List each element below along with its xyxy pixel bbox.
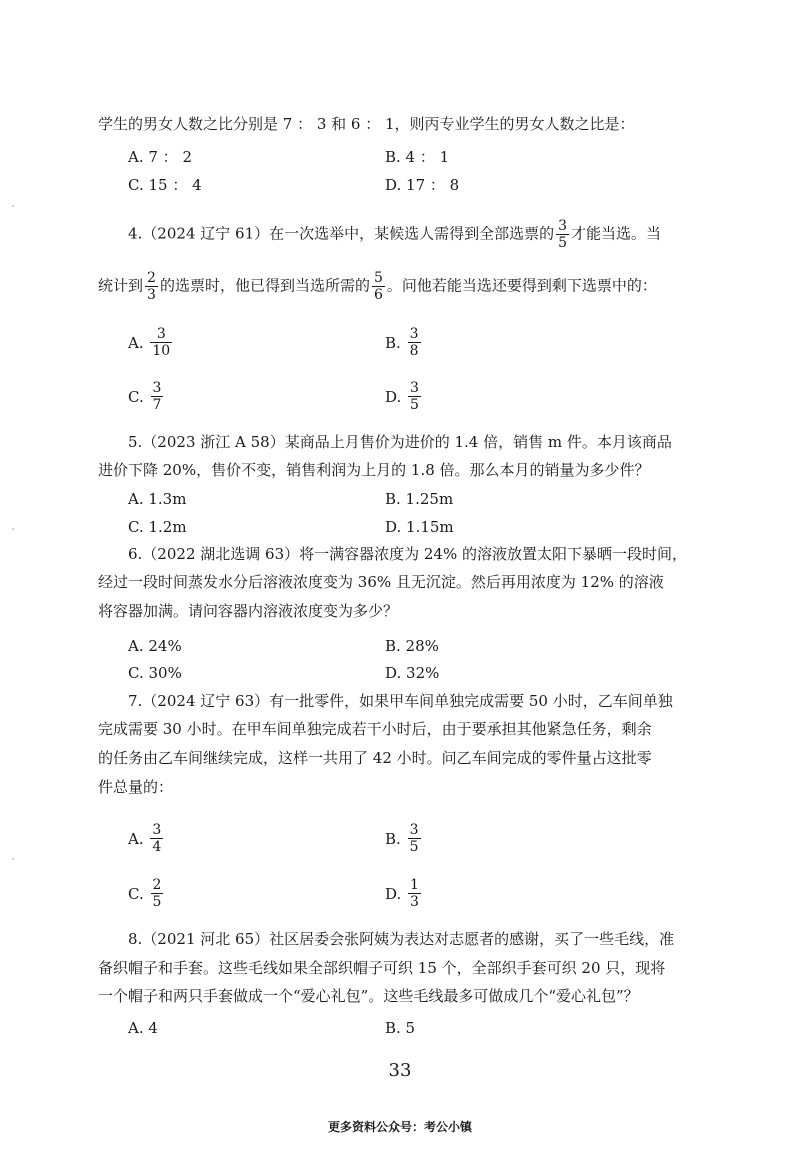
scan-speck <box>12 205 14 207</box>
q8-stem-line-1: 8.（2021 河北 65）社区居委会张阿姨为表达对志愿者的感谢，买了一些毛线，准 <box>128 930 675 948</box>
q4-fraction-3: $\frac{5}{6}$ <box>373 270 383 303</box>
q7-stem-line-1: 7.（2024 辽宁 63）有一批零件，如果甲车间单独完成需要 50 小时，乙车间单独 <box>128 692 673 710</box>
q5-option-b: B. 1.25m <box>385 490 454 508</box>
q4-option-b: B. $\frac{3}{8}$ <box>385 326 419 359</box>
q4-stem-line-1 <box>0 218 800 251</box>
q5-option-a: A. 1.3m <box>128 490 187 508</box>
q8-stem-line-3: 一个帽子和两只手套做成一个“爱心礼包”。这些毛线最多可做成几个“爱心礼包”？ <box>98 987 639 1005</box>
q4-fraction-1: $\frac{3}{5}$ <box>558 218 568 251</box>
q7-option-d: D. $\frac{1}{3}$ <box>385 877 419 910</box>
q4-option-c: C. $\frac{3}{7}$ <box>128 380 162 413</box>
q5-stem-line-1: 5.（2023 浙江 A 58）某商品上月售价为进价的 1.4 倍，销售 m 件。本月该商品 <box>128 433 672 451</box>
q3-option-c: C. 15 ： 4 <box>128 176 202 194</box>
q4-fraction-2: $\frac{2}{3}$ <box>147 270 156 303</box>
q7-stem-line-2: 完成需要 30 小时。在甲车间单独完成若干小时后，由于要承担其他紧急任务，剩余 <box>98 720 652 738</box>
q3-option-a: A. 7 ： 2 <box>128 148 192 166</box>
footer-note: 更多资料公众号：考公小镇 <box>327 1120 472 1134</box>
q6-option-a: A. 24% <box>128 637 182 655</box>
q4-text-2c: 。问他若能当选还要得到剩下选票中的： <box>386 276 657 295</box>
q6-option-c: C. 30% <box>128 664 182 682</box>
q7-stem-line-4: 件总量的： <box>98 778 174 796</box>
q7-stem-line-3: 的任务由乙车间继续完成，这样一共用了 42 小时。问乙车间完成的零件量占这批零 <box>98 749 652 767</box>
q3-option-b: B. 4 ： 1 <box>385 148 450 166</box>
q4-stem-line-2 <box>0 270 800 303</box>
q3-stem: 学生的男女人数之比分别是 7 ： 3 和 6 ： 1，则丙专业学生的男女人数之比是： <box>98 115 635 133</box>
q4-text-1b: 才能当选。当 <box>571 224 662 243</box>
page-number: 33 <box>388 1060 412 1081</box>
q5-option-c: C. 1.2m <box>128 518 187 536</box>
q7-option-a: A. $\frac{3}{4}$ <box>128 822 162 855</box>
q7-option-b: B. $\frac{3}{5}$ <box>385 822 419 855</box>
q7-option-c: C. $\frac{2}{5}$ <box>128 877 162 910</box>
q4-text-2b: 的选票时，他已得到当选所需的 <box>159 276 370 295</box>
q5-stem-line-2: 进价下降 20%，售价不变，销售利润为上月的 1.8 倍。那么本月的销量为多少件？ <box>98 461 650 479</box>
scan-speck <box>12 858 14 860</box>
q6-stem-line-2: 经过一段时间蒸发水分后溶液浓度变为 36% 且无沉淀。然后再用浓度为 12% 的溶液 <box>98 573 664 591</box>
q4-option-a: A. $\frac{3}{10}$ <box>128 326 171 359</box>
q4-text-2a: 统计到 <box>98 276 144 295</box>
q6-stem-line-3: 将容器加满。请问容器内溶液浓度变为多少？ <box>98 602 399 620</box>
q6-option-d: D. 32% <box>385 664 440 682</box>
scan-speck <box>12 528 14 530</box>
q6-stem-line-1: 6.（2022 湖北选调 63）将一满容器浓度为 24% 的溶液放置太阳下暴晒一段时间， <box>128 545 687 563</box>
q8-option-b: B. 5 <box>385 1019 416 1037</box>
q3-option-d: D. 17 ： 8 <box>385 176 460 194</box>
q6-option-b: B. 28% <box>385 637 439 655</box>
q4-text-1a: 4.（2024 辽宁 61）在一次选举中，某候选人需得到全部选票的 <box>128 224 555 243</box>
q5-option-d: D. 1.15m <box>385 518 454 536</box>
q4-option-d: D. $\frac{3}{5}$ <box>385 380 419 413</box>
q8-stem-line-2: 备织帽子和手套。这些毛线如果全部织帽子可织 15 个，全部织手套可织 20 只，现将 <box>98 959 666 977</box>
q8-option-a: A. 4 <box>128 1019 158 1037</box>
